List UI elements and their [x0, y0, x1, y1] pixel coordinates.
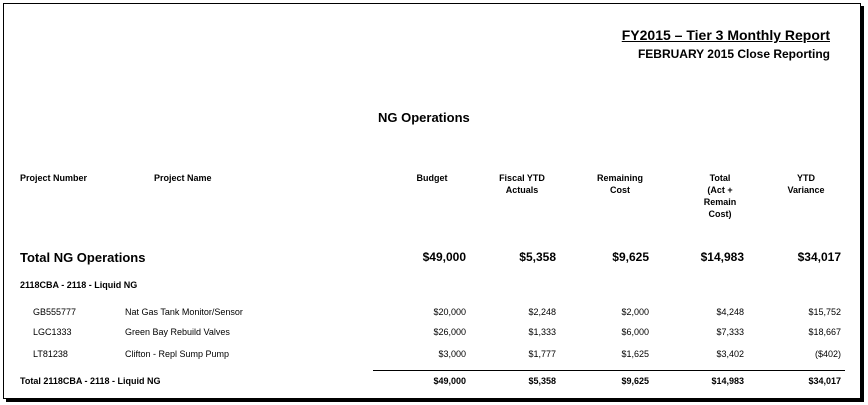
row-variance: $18,667: [808, 327, 841, 337]
col-header-total-line1: Total: [709, 173, 731, 183]
row-remaining: $1,625: [621, 349, 649, 359]
col-header-remaining-line1: Remaining: [596, 173, 643, 183]
report-title: FY2015 – Tier 3 Monthly Report: [621, 27, 830, 43]
col-header-fiscal-ytd-line2: Actuals: [505, 185, 539, 195]
col-header-budget: Budget: [416, 173, 448, 183]
group-total-total: $14,983: [711, 376, 744, 386]
report-subtitle: FEBRUARY 2015 Close Reporting: [637, 47, 830, 61]
row-budget: $3,000: [438, 349, 466, 359]
group-total-label: Total 2118CBA - 2118 - Liquid NG: [20, 376, 161, 386]
total-ng-variance: $34,017: [797, 250, 841, 264]
row-remaining: $2,000: [621, 307, 649, 317]
row-project-number: LT81238: [33, 349, 68, 359]
col-header-fiscal-ytd-line1: Fiscal YTD: [499, 173, 545, 183]
row-ytd: $1,777: [528, 349, 556, 359]
col-header-ytd-variance-line1: YTD: [797, 173, 815, 183]
group-total-variance: $34,017: [808, 376, 841, 386]
col-header-total-line3: Remain: [703, 197, 737, 207]
row-project-number: LGC1333: [33, 327, 72, 337]
col-header-ytd-variance-line2: Variance: [787, 185, 825, 195]
total-ng-ytd: $5,358: [519, 250, 556, 264]
row-budget: $26,000: [433, 327, 466, 337]
group-total-ytd: $5,358: [528, 376, 556, 386]
col-header-total-line2: (Act +: [707, 185, 733, 195]
row-budget: $20,000: [433, 307, 466, 317]
total-ng-label: Total NG Operations: [20, 250, 146, 265]
col-header-project-name: Project Name: [154, 173, 212, 183]
row-remaining: $6,000: [621, 327, 649, 337]
total-ng-budget: $49,000: [422, 250, 466, 264]
group-total-budget: $49,000: [433, 376, 466, 386]
col-header-project-number: Project Number: [20, 173, 88, 183]
group-label: 2118CBA - 2118 - Liquid NG: [20, 280, 138, 290]
section-heading: NG Operations: [378, 110, 470, 125]
subtotal-rule: [373, 370, 845, 371]
col-header-fiscal-ytd: [490, 172, 554, 196]
total-ng-total: $14,983: [700, 250, 744, 264]
row-total: $4,248: [716, 307, 744, 317]
row-variance: $15,752: [808, 307, 841, 317]
row-total: $3,402: [716, 349, 744, 359]
row-ytd: $1,333: [528, 327, 556, 337]
row-project-name: Clifton - Repl Sump Pump: [125, 349, 230, 359]
row-variance: ($402): [814, 349, 841, 359]
col-header-total-line4: Cost): [708, 209, 732, 219]
total-ng-remaining: $9,625: [612, 250, 649, 264]
row-total: $7,333: [716, 327, 744, 337]
col-header-total: [688, 172, 752, 220]
row-project-name: Nat Gas Tank Monitor/Sensor: [125, 307, 243, 317]
col-header-remaining: [585, 172, 655, 196]
group-total-remaining: $9,625: [621, 376, 649, 386]
row-project-name: Green Bay Rebuild Valves: [125, 327, 230, 337]
row-project-number: GB555777: [33, 307, 77, 317]
row-ytd: $2,248: [528, 307, 556, 317]
col-header-remaining-line2: Cost: [610, 185, 630, 195]
col-header-ytd-variance: [774, 172, 838, 196]
